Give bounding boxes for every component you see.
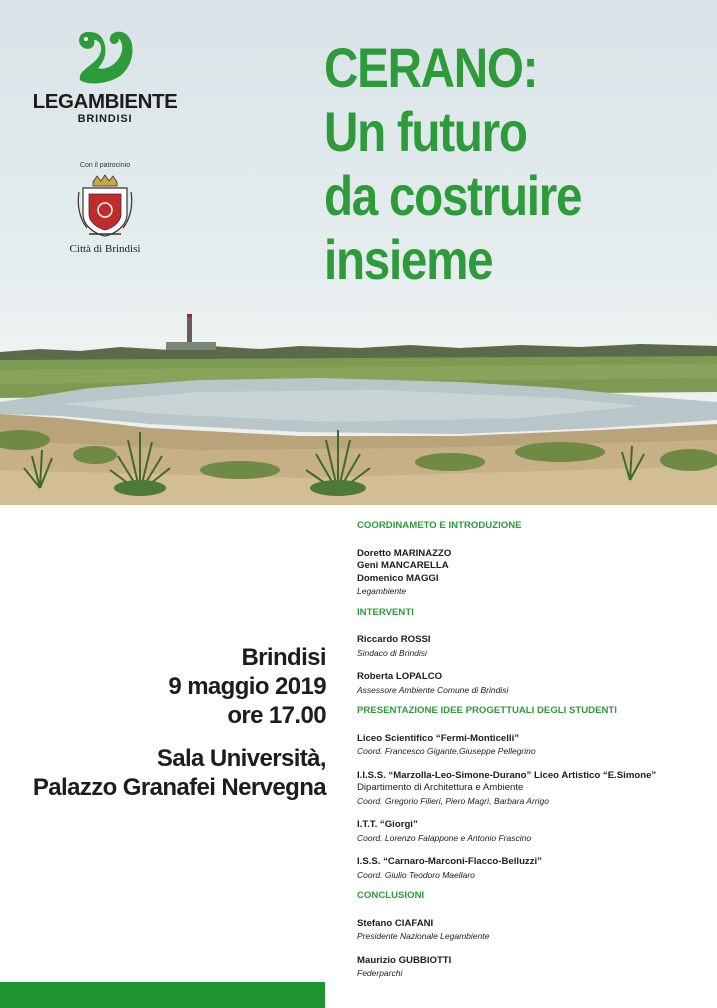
school-coordinators: Coord. Gregorio Filieri, Piero Magrì, Barbara Arrigo (357, 795, 549, 806)
section-heading-intro: COORDINAMETO E INTRODUZIONE (357, 520, 522, 531)
event-venue-line-1: Sala Università, (156, 745, 326, 772)
speaker-role: Sindaco di Brindisi (357, 647, 427, 658)
legambiente-logo (30, 28, 180, 125)
program (357, 520, 712, 980)
swan-logo-icon (74, 28, 136, 86)
event-city: Brindisi (241, 644, 326, 671)
title-line-2: Un futuro (324, 100, 527, 163)
school-coordinators: Coord. Giulio Teodoro Maellaro (357, 869, 475, 880)
intro-block (357, 548, 712, 598)
school-name: I.T.T. “Giorgi” (357, 819, 418, 830)
section-heading-students: PRESENTAZIONE IDEE PROGETTUALI DEGLI STUDENTI (357, 705, 617, 716)
school-item (357, 733, 712, 758)
speaker-role: Presidente Nazionale Legambiente (357, 931, 490, 941)
school-coordinators: Coord. Lorenzo Falappone e Antonio Frascino (357, 832, 532, 843)
school-name: I.S.S. “Carnaro-Marconi-Flacco-Belluzzi” (357, 856, 542, 867)
event-info (20, 643, 326, 802)
speaker-name: Riccardo ROSSI (357, 634, 431, 645)
coat-of-arms-icon (75, 174, 135, 240)
speaker-name: Doretto MARINAZZO (357, 547, 452, 559)
speaker-name: Roberta LOPALCO (357, 671, 443, 682)
school-name: Liceo Scientifico “Fermi-Monticelli” (357, 732, 520, 744)
title-line-3: da costruire (324, 164, 582, 227)
school-coordinators: Coord. Francesco Gigante,Giuseppe Pellegrino (357, 746, 536, 756)
conclusion-item (357, 918, 712, 943)
footer-green-bar (0, 982, 325, 1008)
talk-item (357, 634, 712, 659)
title-line-1: CERANO: (324, 36, 538, 99)
event-date: 9 maggio 2019 (168, 673, 326, 700)
event-venue-line-2: Palazzo Granafei Nervegna (32, 774, 326, 801)
speaker-role: Federparchi (357, 968, 403, 978)
patronage-city: Città di Brindisi (69, 243, 141, 255)
event-time: ore 17.00 (227, 702, 326, 729)
org-city: BRINDISI (77, 113, 133, 125)
org-name: LEGAMBIENTE (32, 90, 178, 113)
talk-item (357, 671, 712, 696)
school-department: Dipartimento di Architettura e Ambiente (357, 782, 524, 793)
school-name: I.I.S.S. “Marzolla-Leo-Simone-Durano” Liceo Artistico “E.Simone” (357, 769, 657, 781)
speaker-role: Assessore Ambiente Comune di Brindisi (357, 684, 509, 695)
school-item (357, 819, 712, 844)
speaker-name: Domenico MAGGI (357, 572, 439, 584)
speaker-name: Maurizio GUBBIOTTI (357, 954, 452, 966)
main-title (324, 36, 656, 292)
school-item (357, 856, 712, 881)
conclusion-item (357, 955, 712, 980)
speaker-name: Geni MANCARELLA (357, 560, 449, 571)
school-item (357, 770, 712, 808)
patronage-label: Con il patrocinio (79, 162, 131, 169)
speaker-role: Legambiente (357, 586, 407, 596)
speaker-name: Stefano CIAFANI (357, 917, 434, 929)
title-line-4: insieme (324, 228, 493, 291)
patronage-block (60, 162, 150, 255)
section-heading-talks: INTERVENTI (357, 606, 414, 618)
section-heading-conclusions: CONCLUSIONI (357, 890, 425, 901)
